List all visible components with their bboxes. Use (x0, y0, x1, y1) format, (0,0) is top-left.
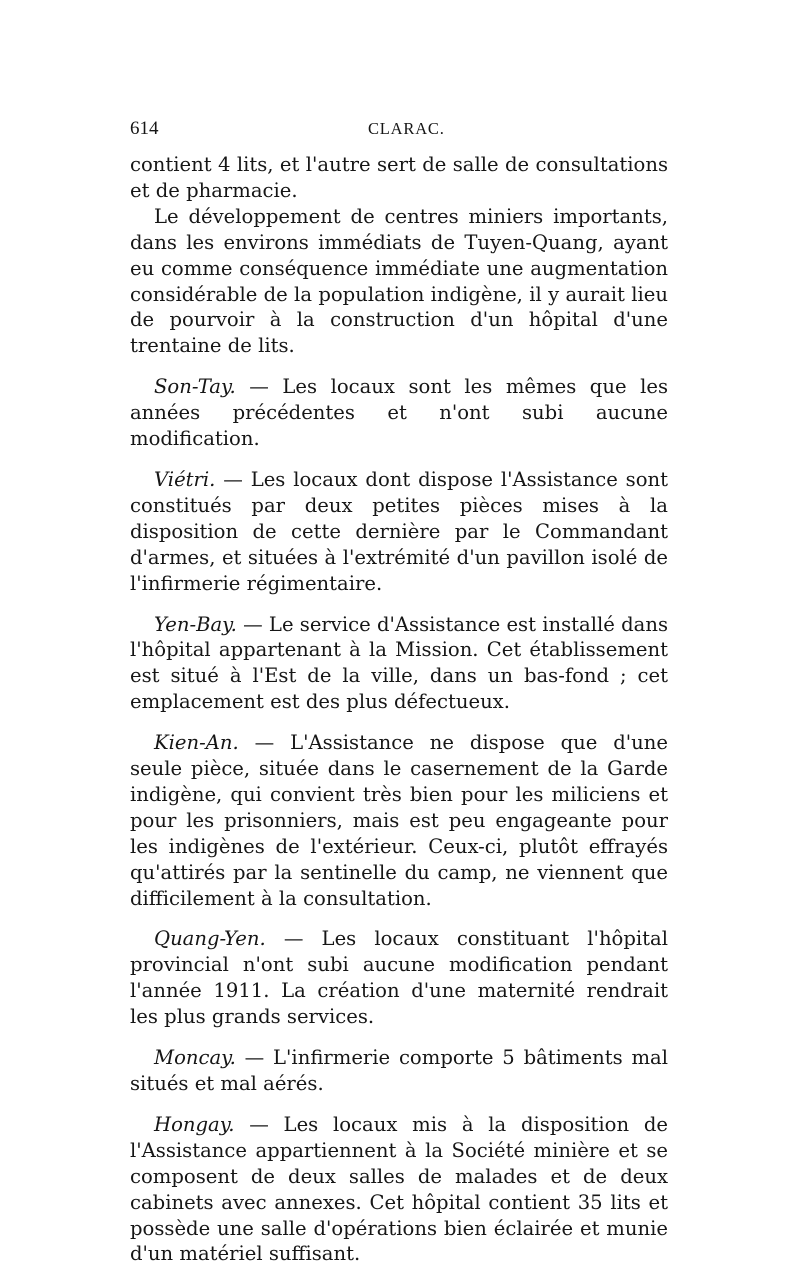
paragraph-vietri (130, 467, 668, 597)
paragraph-text: — Les locaux sont les mêmes que les années précédentes et n'ont subi aucune modification. (130, 375, 668, 451)
paragraph-quang-yen (130, 926, 668, 1030)
paragraph-kien-an (130, 730, 668, 911)
place-name: Moncay. (154, 1046, 236, 1070)
paragraph-text: — L'infirmerie comporte 5 bâtiments mal situés et mal aérés. (130, 1046, 668, 1095)
paragraph-text: contient 4 lits, et l'autre sert de salle de consultations et de pharmacie. (130, 153, 668, 202)
paragraph-text: Le développement de centres miniers importants, dans les environs immédiats de Tuyen-Quang, ayant eu comme conséquence immédiate une augmentation considérable de la population indigène, il y aurait lieu de pourvoir à la construction d'un hôpital d'une trentaine de lits. (130, 204, 668, 358)
paragraph-text: — Les locaux mis à la disposition de l'Assistance appartiennent à la Société minière et se composent de deux salles de malades et de deux cabinets avec annexes. Cet hôpital contient 35 lits et possède une salle d'opérations bien éclairée et munie d'un matériel suffisant. (130, 1112, 668, 1266)
paragraph-text: — L'Assistance ne dispose que d'une seule pièce, située dans le casernement de la Garde indigène, qui convient très bien pour les miliciens et pour les prisonniers, mais est peu engageante pour les indigènes de l'extérieur. Ceux-ci, plutôt effrayés qu'attirés par la sentinelle du camp, ne viennent que difficilement à la consultation. (130, 731, 668, 910)
place-name: Yen-Bay. (154, 612, 237, 636)
running-head: CLARAC. (368, 119, 445, 138)
place-name: Quang-Yen. (154, 927, 266, 951)
page-number: 614 (130, 118, 159, 139)
paragraph-text: — Le service d'Assistance est installé dans l'hôpital appartenant à la Mission. Cet établissement est situé à l'Est de la ville, dans un bas-fond ; cet emplacement est des plus défectueux. (130, 612, 668, 714)
paragraph-continuation (130, 152, 668, 204)
place-name: Kien-An. (154, 731, 239, 755)
place-name: Hongay. (154, 1112, 235, 1136)
paragraph-son-tay (130, 374, 668, 452)
paragraph-moncay (130, 1045, 668, 1097)
place-name: Son-Tay. (154, 375, 236, 399)
paragraph-text: — Les locaux constituant l'hôpital provincial n'ont subi aucune modification pendant l'année 1911. La création d'une maternité rendrait les plus grands services. (130, 927, 668, 1029)
paragraph-yen-bay (130, 612, 668, 716)
page-header (130, 118, 668, 144)
place-name: Viétri. (154, 467, 216, 491)
paragraph-hongay (130, 1112, 668, 1267)
body-text (130, 152, 668, 1267)
paragraph-tuyen-quang (130, 204, 668, 359)
paragraph-text: — Les locaux dont dispose l'Assistance sont constitués par deux petites pièces mises à la disposition de cette dernière par le Commandant d'armes, et situées à l'extrémité d'un pavillon isolé de l'infirmerie régimentaire. (130, 467, 668, 595)
